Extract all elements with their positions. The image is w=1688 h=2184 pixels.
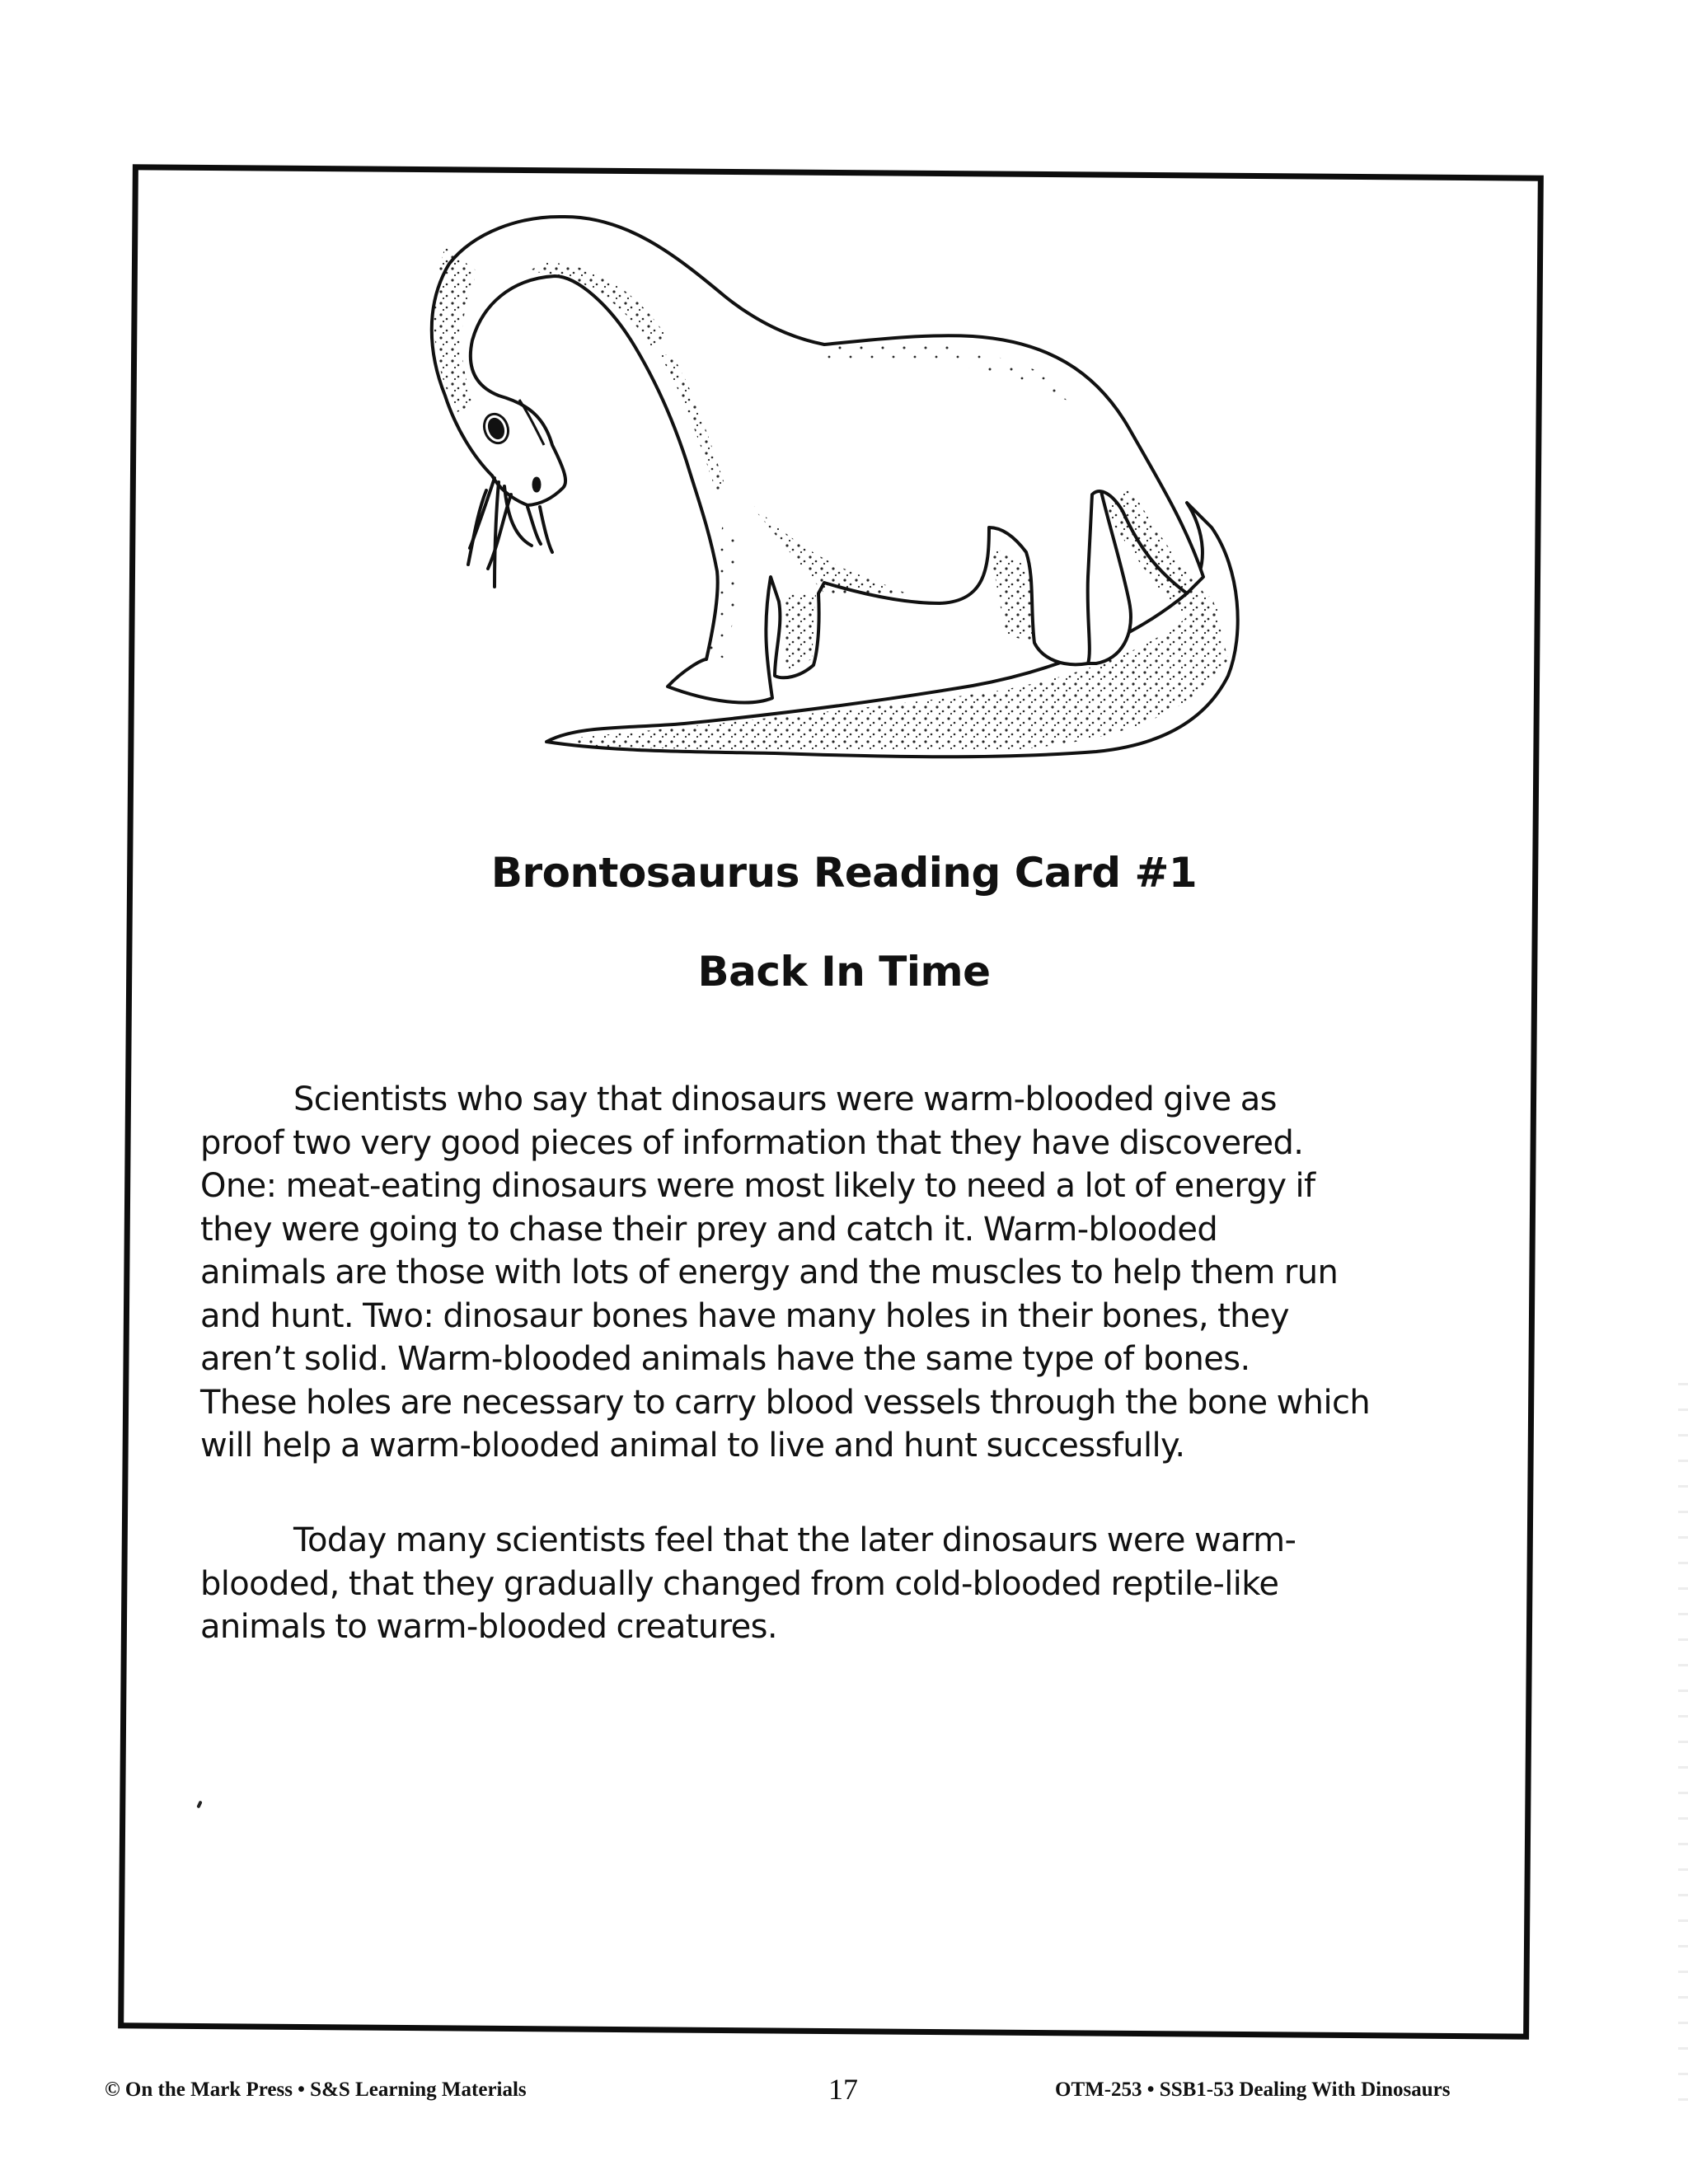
- paragraph-line: proof two very good pieces of information that they have discovered.: [200, 1123, 1304, 1162]
- paragraph-line: animals to warm-blooded creatures.: [200, 1608, 777, 1646]
- card-subtitle: Back In Time: [697, 948, 991, 996]
- scan-edge-artifacts: [1678, 1360, 1688, 2102]
- footer-copyright: © On the Mark Press • S&S Learning Materials: [105, 2079, 527, 2101]
- paragraph-line: aren’t solid. Warm-blooded animals have the same type of bones.: [200, 1340, 1250, 1378]
- body-and-neck: [432, 217, 1203, 703]
- paragraph-1: [200, 1078, 1536, 1468]
- paragraph-line: and hunt. Two: dinosaur bones have many holes in their bones, they: [200, 1296, 1289, 1335]
- paragraph-line: Today many scientists feel that the later dinosaurs were warm-: [293, 1521, 1296, 1559]
- brontosaurus-illustration: [412, 198, 1286, 791]
- nostril: [533, 478, 540, 491]
- paragraph-line: they were going to chase their prey and catch it. Warm-blooded: [200, 1210, 1218, 1249]
- paragraph-line: These holes are necessary to carry blood vessels through the bone which: [200, 1383, 1371, 1422]
- page-footer: [0, 2075, 1688, 2108]
- paragraph-line: will help a warm-blooded animal to live and hunt successfully.: [200, 1427, 1185, 1465]
- paragraph-line: One: meat-eating dinosaurs were most likely to need a lot of energy if: [200, 1167, 1315, 1205]
- paragraph-2: [200, 1519, 1536, 1649]
- paragraph-line: animals are those with lots of energy and the muscles to help them run: [200, 1254, 1339, 1291]
- footer-product-code: OTM-253 • SSB1-53 Dealing With Dinosaurs: [1055, 2079, 1451, 2101]
- paragraph-line: blooded, that they gradually changed from cold-blooded reptile-like: [200, 1564, 1279, 1603]
- page-number: 17: [828, 2073, 858, 2106]
- card-title: Brontosaurus Reading Card #1: [490, 849, 1198, 897]
- paragraph-line: Scientists who say that dinosaurs were warm-blooded give as: [293, 1080, 1277, 1118]
